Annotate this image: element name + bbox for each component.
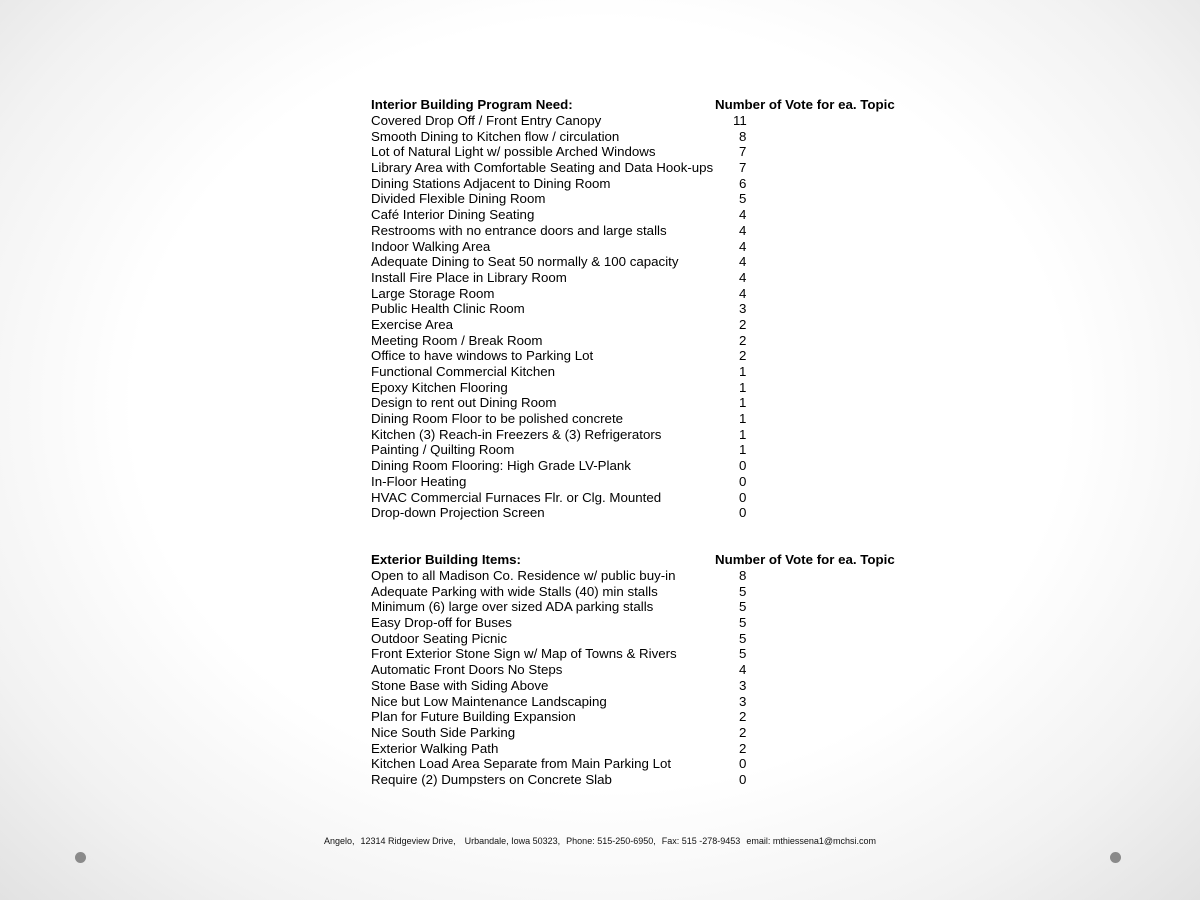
interior-item-votes: 0: [739, 473, 747, 489]
interior-item-votes: 2: [739, 348, 747, 364]
exterior-item-votes: 2: [739, 709, 747, 725]
interior-item-name: Divided Flexible Dining Room: [371, 191, 546, 207]
exterior-item-row: [371, 599, 931, 615]
interior-item-row: [371, 160, 931, 176]
interior-heading: Interior Building Program Need:: [371, 97, 573, 112]
interior-item-name: Large Storage Room: [371, 285, 495, 301]
interior-item-name: Dining Room Floor to be polished concrete: [371, 411, 624, 427]
exterior-item-row: [371, 725, 931, 741]
interior-item-name: Dining Stations Adjacent to Dining Room: [371, 175, 611, 191]
exterior-item-name: Easy Drop-off for Buses: [371, 615, 512, 631]
interior-item-votes: 1: [739, 364, 747, 379]
interior-item-row: [371, 333, 931, 349]
interior-item-name: Dining Room Flooring: High Grade LV-Plank: [371, 458, 631, 474]
exterior-item-name: Open to all Madison Co. Residence w/ public buy-in: [371, 568, 676, 583]
exterior-item-votes: 4: [739, 662, 747, 678]
exterior-item-votes: 2: [739, 740, 747, 756]
exterior-item-name: Nice but Low Maintenance Landscaping: [371, 693, 607, 709]
interior-item-votes: 1: [739, 426, 747, 442]
exterior-item-votes: 8: [739, 568, 747, 583]
interior-item-row: [371, 286, 931, 302]
interior-vote-column-heading: Number of Vote for ea. Topic: [715, 97, 895, 112]
exterior-item-row: [371, 631, 931, 647]
exterior-section: [371, 552, 931, 788]
exterior-item-votes: 5: [739, 630, 747, 646]
interior-item-row: [371, 427, 931, 443]
exterior-item-name: Plan for Future Building Expansion: [371, 709, 576, 725]
interior-item-votes: 4: [739, 269, 747, 285]
interior-item-votes: 1: [739, 379, 747, 395]
interior-item-row: [371, 270, 931, 286]
exterior-item-votes: 3: [739, 693, 747, 709]
interior-item-name: Public Health Clinic Room: [371, 301, 525, 317]
interior-item-votes: 3: [739, 301, 747, 317]
exterior-item-votes: 5: [739, 615, 747, 631]
interior-item-votes: 0: [739, 505, 747, 521]
interior-item-name: Adequate Dining to Seat 50 normally & 100 capacity: [371, 254, 679, 270]
exterior-header-row: [371, 552, 931, 568]
interior-item-votes: 4: [739, 238, 747, 254]
footer-fax: Fax: 515 -278-9453: [661, 836, 741, 846]
interior-item-votes: 2: [739, 332, 747, 348]
interior-item-list: [371, 113, 931, 521]
exterior-item-name: Adequate Parking with wide Stalls (40) min stalls: [371, 583, 658, 599]
interior-item-votes: 1: [739, 395, 747, 411]
exterior-item-name: Kitchen Load Area Separate from Main Parking Lot: [371, 756, 672, 772]
interior-item-row: [371, 254, 931, 270]
interior-item-name: Install Fire Place in Library Room: [371, 269, 567, 285]
interior-section: [371, 97, 931, 521]
interior-item-name: Lot of Natural Light w/ possible Arched Windows: [371, 144, 656, 160]
interior-item-row: [371, 207, 931, 223]
interior-item-name: Indoor Walking Area: [371, 238, 491, 254]
footer-city: Urbandale, Iowa 50323,: [464, 836, 561, 846]
exterior-item-row: [371, 662, 931, 678]
interior-item-votes: 4: [739, 207, 747, 223]
exterior-vote-column-heading: Number of Vote for ea. Topic: [715, 552, 895, 567]
interior-item-row: [371, 144, 931, 160]
exterior-item-votes: 3: [739, 677, 747, 693]
interior-item-row: [371, 411, 931, 427]
contact-footer: [0, 836, 1200, 846]
exterior-item-row: [371, 709, 931, 725]
interior-item-row: [371, 364, 931, 380]
interior-item-name: Meeting Room / Break Room: [371, 332, 543, 348]
interior-item-votes: 7: [739, 160, 747, 176]
interior-item-votes: 2: [739, 316, 747, 332]
interior-item-row: [371, 239, 931, 255]
interior-item-name: Design to rent out Dining Room: [371, 395, 557, 411]
interior-item-votes: 0: [739, 489, 747, 505]
exterior-item-list: [371, 568, 931, 788]
interior-item-votes: 4: [739, 254, 747, 270]
interior-item-name: HVAC Commercial Furnaces Flr. or Clg. Mounted: [371, 489, 662, 505]
exterior-item-votes: 2: [739, 724, 747, 740]
exterior-item-row: [371, 756, 931, 772]
interior-item-row: [371, 301, 931, 317]
exterior-item-row: [371, 741, 931, 757]
interior-item-row: [371, 348, 931, 364]
interior-item-row: [371, 395, 931, 411]
exterior-item-name: Automatic Front Doors No Steps: [371, 662, 563, 678]
footer-email: email: mthiessena1@mchsi.com: [746, 836, 876, 846]
exterior-item-name: Nice South Side Parking: [371, 724, 516, 740]
exterior-item-votes: 5: [739, 646, 747, 662]
interior-item-votes: 0: [739, 458, 747, 474]
interior-item-row: [371, 317, 931, 333]
exterior-item-votes: 0: [739, 771, 747, 787]
exterior-item-name: Minimum (6) large over sized ADA parking stalls: [371, 599, 654, 615]
exterior-item-votes: 5: [739, 583, 747, 599]
interior-item-name: Epoxy Kitchen Flooring: [371, 379, 508, 395]
exterior-heading: Exterior Building Items:: [371, 552, 521, 567]
interior-item-row: [371, 458, 931, 474]
footer-address: 12314 Ridgeview Drive,: [360, 836, 456, 846]
exterior-item-row: [371, 646, 931, 662]
exterior-item-name: Stone Base with Siding Above: [371, 677, 549, 693]
interior-item-row: [371, 223, 931, 239]
interior-item-votes: 1: [739, 442, 747, 458]
exterior-item-name: Require (2) Dumpsters on Concrete Slab: [371, 771, 612, 787]
interior-item-row: [371, 113, 931, 129]
exterior-item-row: [371, 615, 931, 631]
interior-item-name: Smooth Dining to Kitchen flow / circulation: [371, 128, 620, 144]
interior-item-row: [371, 442, 931, 458]
interior-item-name: Functional Commercial Kitchen: [371, 364, 556, 379]
interior-item-row: [371, 505, 931, 521]
interior-item-votes: 11: [733, 113, 747, 128]
interior-item-row: [371, 380, 931, 396]
interior-item-votes: 8: [739, 128, 747, 144]
exterior-item-row: [371, 772, 931, 788]
interior-item-votes: 5: [739, 191, 747, 207]
interior-item-row: [371, 191, 931, 207]
next-slide-dot[interactable]: [1110, 852, 1121, 863]
interior-item-votes: 4: [739, 222, 747, 238]
exterior-item-row: [371, 694, 931, 710]
prev-slide-dot[interactable]: [75, 852, 86, 863]
interior-item-name: Office to have windows to Parking Lot: [371, 348, 594, 364]
interior-item-name: Exercise Area: [371, 316, 454, 332]
exterior-item-name: Exterior Walking Path: [371, 740, 499, 756]
exterior-item-row: [371, 568, 931, 584]
interior-item-name: Restrooms with no entrance doors and large stalls: [371, 222, 667, 238]
interior-item-row: [371, 490, 931, 506]
interior-item-name: Drop-down Projection Screen: [371, 505, 545, 521]
footer-name: Angelo,: [324, 836, 355, 846]
interior-item-name: Covered Drop Off / Front Entry Canopy: [371, 113, 602, 128]
interior-item-row: [371, 474, 931, 490]
interior-item-name: Library Area with Comfortable Seating and Data Hook-ups: [371, 160, 714, 176]
exterior-item-name: Outdoor Seating Picnic: [371, 630, 508, 646]
interior-item-votes: 1: [739, 411, 747, 427]
interior-item-name: Café Interior Dining Seating: [371, 207, 535, 223]
interior-item-votes: 7: [739, 144, 747, 160]
exterior-item-name: Front Exterior Stone Sign w/ Map of Towns & Rivers: [371, 646, 677, 662]
exterior-item-row: [371, 678, 931, 694]
exterior-item-votes: 5: [739, 599, 747, 615]
interior-item-row: [371, 176, 931, 192]
footer-phone: Phone: 515-250-6950,: [566, 836, 656, 846]
interior-item-name: Kitchen (3) Reach-in Freezers & (3) Refrigerators: [371, 426, 662, 442]
interior-item-row: [371, 129, 931, 145]
interior-item-votes: 6: [739, 175, 747, 191]
interior-item-name: Painting / Quilting Room: [371, 442, 515, 458]
exterior-item-row: [371, 584, 931, 600]
interior-item-name: In-Floor Heating: [371, 473, 467, 489]
interior-item-votes: 4: [739, 285, 747, 301]
interior-header-row: [371, 97, 931, 113]
exterior-item-votes: 0: [739, 756, 747, 772]
